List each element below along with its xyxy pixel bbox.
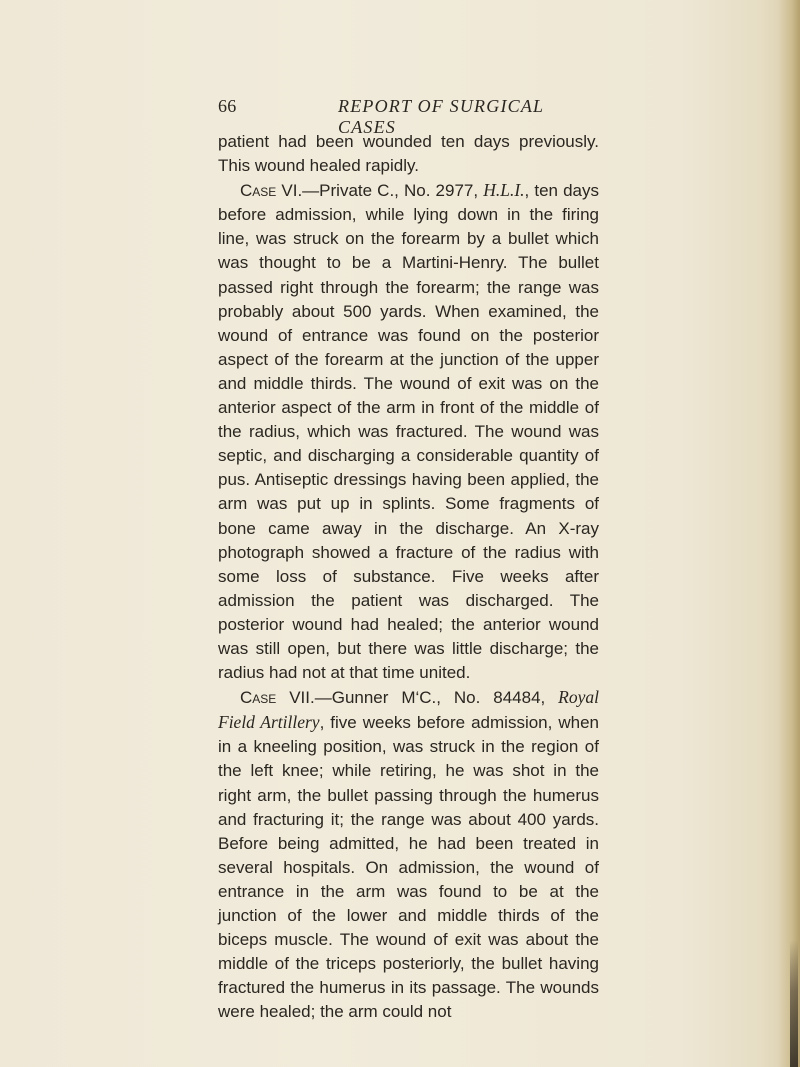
case-label: Case VI. [240, 181, 303, 201]
page-header-title: REPORT OF SURGICAL CASES [338, 96, 544, 137]
case-text-b: , ten days before admission, while lying down in the firing line, was struck on the forearm by a bullet which was thought to be a Martini-Henry. The bullet passed right through the forearm; the range was probably about 500 yards. When examined, the wound of entrance was found on the posterior aspect of the forearm at the junction of the upper and middle thirds. The wound of exit was on the anterior aspect of the arm in front of the middle of the radius, which was fractured. The wound was septic, and discharging a considerable quantity of pus. Antiseptic dressings having been applied, the arm was put up in splints. Some fragments of bone came away in the discharge. An X-ray photograph showed a fracture of the radius with some loss of substance. Five weeks after admission the patient was discharged. The posterior wound had healed; the anterior wound was still open, but there was little discharge; the radius had not at that time united. [218, 181, 599, 683]
page-number: 66 [218, 96, 237, 116]
paragraph-continuation: patient had been wounded ten days previously. This wound healed rapidly. [218, 132, 599, 176]
body-text [218, 130, 599, 1024]
case-text-a: —Private C., No. 2977, [302, 181, 484, 201]
paragraph-case-vii [218, 685, 599, 1024]
case-text-a: —Gunner M‘C., No. 84484, [314, 688, 559, 708]
running-header [218, 96, 598, 137]
case-label: Case VII. [240, 688, 315, 708]
paragraph-case-vi [218, 178, 599, 685]
page-edge-shadow [778, 0, 800, 1067]
unit-name: Royal Field Artillery [218, 687, 599, 733]
unit-name: H.L.I. [483, 180, 525, 201]
case-text-b: , five weeks before admission, when in a kneeling position, was struck in the region of the left knee; while retiring, he was shot in the right arm, the bullet passing through the humerus and fracturing it; the range was about 400 yards. Before being admitted, he had been treated in several hospitals. On admission, the wound of entrance in the arm was found to be at the junction of the lower and middle thirds of the biceps muscle. The wound of exit was about the middle of the triceps posteriorly, the bullet having fractured the humerus in its passage. The wounds were healed; the arm could not [218, 713, 599, 1022]
page-edge-dark [790, 940, 798, 1067]
